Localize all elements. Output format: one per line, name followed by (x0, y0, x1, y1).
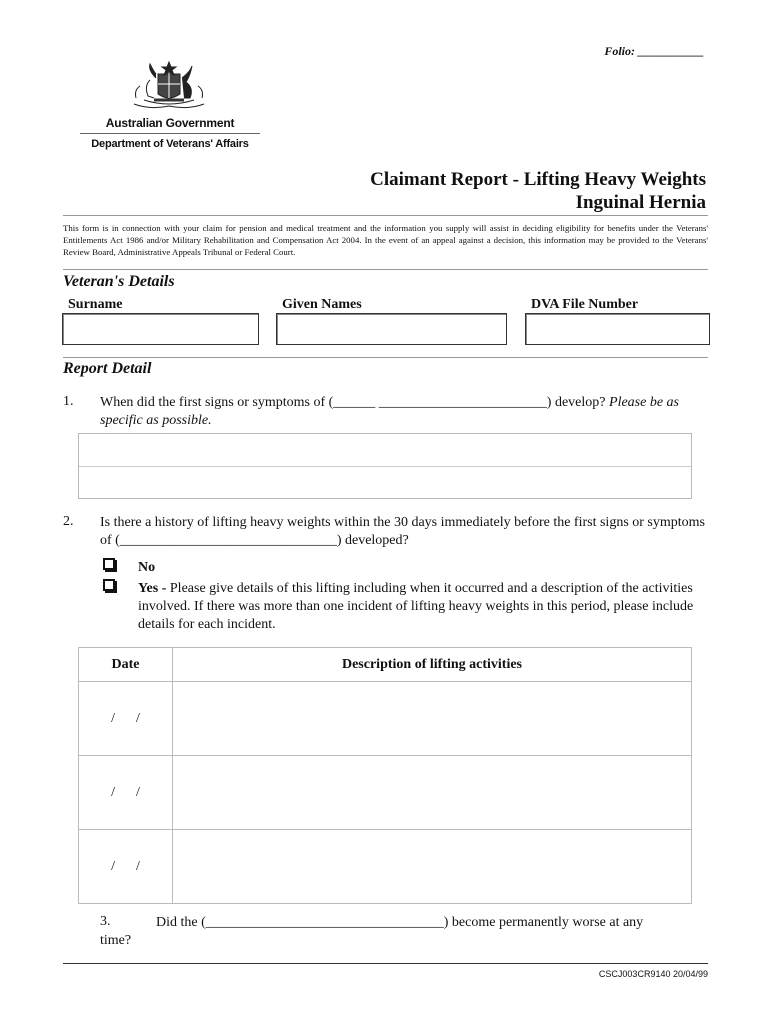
surname-field[interactable] (62, 313, 259, 345)
divider (63, 215, 708, 216)
yes-option-text: Please give details of this lifting including when it occurred and a description of the activities involved. If there was more than one incident of lifting heavy weights in this period, please include details for each incident. (138, 581, 694, 632)
intro-text: This form is in connection with your claim for pension and medical treatment and the information you supply will assist in deciding eligibility for benefits under the Veterans' Entitlements Act 1986 and/or Military Rehabilitation and Compensation Act 2004. In the event of an appeal against a decision, this information may be provided to the Veterans' Review Board, Administrative Appeals Tribunal or Federal Court. (63, 223, 708, 257)
form-code: CSCJ003CR9140 20/04/99 (598, 969, 708, 979)
table-row (79, 756, 692, 830)
question-1-text: When did the first signs or symptoms of (______ ________________________) develop? (100, 395, 606, 410)
given-names-label: Given Names (282, 297, 362, 312)
footer-divider (63, 963, 708, 964)
question-3-number: 3. (100, 914, 111, 929)
date-cell[interactable]: / / (79, 830, 173, 904)
table-header-row (79, 648, 692, 682)
description-cell[interactable] (173, 682, 692, 756)
no-option-label: No (138, 560, 156, 575)
table-row (79, 682, 692, 756)
yes-checkbox[interactable] (103, 579, 115, 591)
folio-field: Folio: ___________ (604, 44, 704, 58)
date-cell[interactable]: / / (79, 756, 173, 830)
description-column-header: Description of lifting activities (173, 648, 692, 682)
title-line-1: Claimant Report - Lifting Heavy Weights (370, 169, 706, 190)
question-1 (100, 394, 705, 430)
department-name: Department of Veterans' Affairs (91, 138, 249, 150)
description-cell[interactable] (173, 830, 692, 904)
question-3-text-continued: time? (100, 933, 132, 948)
answer-line (79, 466, 691, 467)
veteran-details-heading: Veteran's Details (63, 273, 175, 290)
no-checkbox[interactable] (103, 558, 115, 570)
yes-option-label: Yes - (138, 581, 167, 596)
report-detail-heading: Report Detail (63, 360, 152, 377)
question-1-number: 1. (63, 394, 74, 409)
yes-option (138, 580, 703, 634)
logo-divider (80, 133, 260, 134)
surname-label: Surname (68, 297, 123, 312)
table-row (79, 830, 692, 904)
question-3-text: Did the (__________________________________) become permanently worse at any (156, 915, 644, 930)
question-1-answer-box[interactable] (78, 433, 692, 499)
title-line-2: Inguinal Hernia (575, 192, 706, 213)
question-2-text: Is there a history of lifting heavy weights within the 30 days immediately before the first signs or symptoms of (_______________________________) developed? (100, 515, 706, 548)
divider (63, 357, 708, 358)
dva-file-number-label: DVA File Number (531, 297, 639, 312)
question-2-number: 2. (63, 514, 74, 529)
given-names-field[interactable] (276, 313, 507, 345)
description-cell[interactable] (173, 756, 692, 830)
government-logo (80, 116, 260, 150)
coat-of-arms-icon (130, 60, 208, 112)
date-cell[interactable]: / / (79, 682, 173, 756)
dva-file-number-field[interactable] (525, 313, 710, 345)
lifting-activities-table (78, 647, 692, 904)
gov-name: Australian Government (105, 116, 235, 130)
divider (63, 269, 708, 270)
form-title (370, 168, 706, 214)
date-column-header: Date (79, 648, 173, 682)
question-1-hint: Please be as specific as possible. (100, 395, 679, 428)
